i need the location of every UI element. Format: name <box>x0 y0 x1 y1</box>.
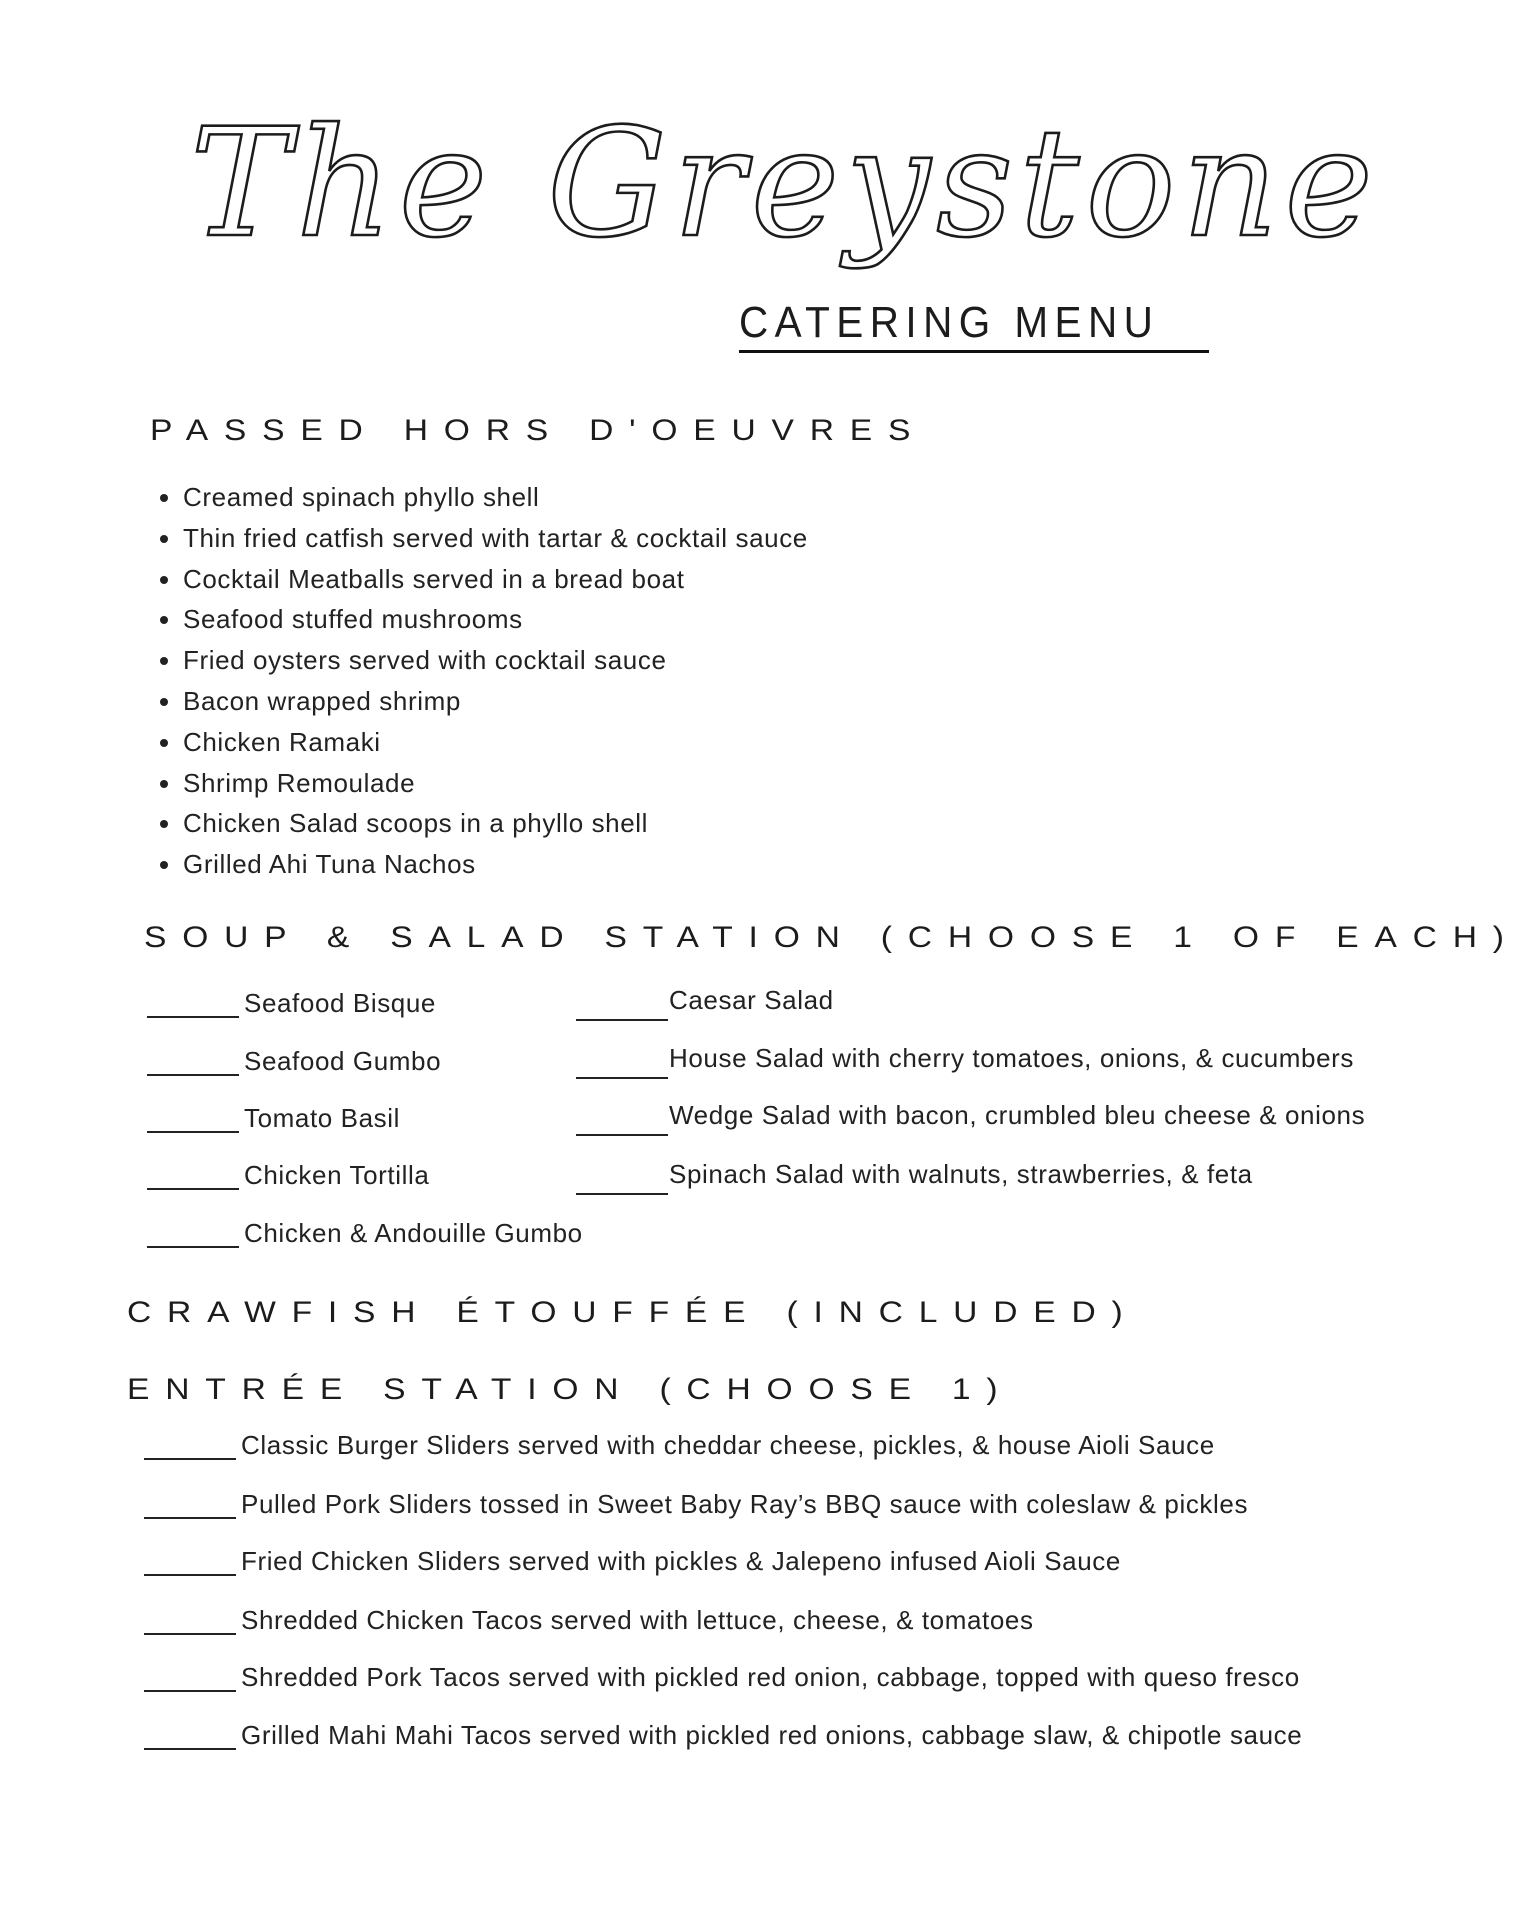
selection-blank[interactable] <box>144 1603 236 1635</box>
salad-option[interactable] <box>576 1098 1365 1136</box>
selection-blank[interactable] <box>144 1660 236 1692</box>
selection-blank[interactable] <box>144 1544 236 1576</box>
entree-option[interactable] <box>144 1603 1034 1635</box>
soup-label: Chicken & Andouille Gumbo <box>244 1218 583 1248</box>
list-item: • Bacon wrapped shrimp <box>183 685 808 726</box>
selection-blank[interactable] <box>144 1428 236 1460</box>
list-item: • Shrimp Remoulade <box>183 767 808 808</box>
soup-label: Tomato Basil <box>244 1103 401 1133</box>
selection-blank[interactable] <box>576 1157 668 1195</box>
passed-hors-doeuvres-heading: PASSED HORS D'OEUVRES <box>150 414 927 447</box>
soup-option[interactable] <box>147 1101 400 1133</box>
soup-salad-heading: SOUP & SALAD STATION (CHOOSE 1 OF EACH) <box>144 921 1520 954</box>
entree-option[interactable] <box>144 1428 1215 1460</box>
list-item: • Creamed spinach phyllo shell <box>183 481 808 522</box>
salad-label: Wedge Salad with bacon, crumbled bleu cheese & onions <box>669 1100 1366 1130</box>
selection-blank[interactable] <box>147 1044 239 1076</box>
list-item: • Fried oysters served with cocktail sauce <box>183 644 808 685</box>
entree-label: Classic Burger Sliders served with cheddar cheese, pickles, & house Aioli Sauce <box>241 1430 1215 1460</box>
list-item: • Cocktail Meatballs served in a bread boat <box>183 563 808 604</box>
logo-text: The Greystone <box>190 97 1380 271</box>
subtitle-underline <box>739 350 1209 353</box>
selection-blank[interactable] <box>576 1041 668 1079</box>
soup-option[interactable] <box>147 1044 441 1076</box>
list-item: • Chicken Salad scoops in a phyllo shell <box>183 807 808 848</box>
entree-option[interactable] <box>144 1487 1248 1519</box>
list-item: • Thin fried catfish served with tartar & cocktail sauce <box>183 522 808 563</box>
selection-blank[interactable] <box>147 1216 239 1248</box>
selection-blank[interactable] <box>144 1718 236 1750</box>
entree-option[interactable] <box>144 1660 1300 1692</box>
entree-option[interactable] <box>144 1544 1121 1576</box>
salad-label: Spinach Salad with walnuts, strawberries, & feta <box>669 1159 1253 1189</box>
entree-label: Grilled Mahi Mahi Tacos served with pickled red onions, cabbage slaw, & chipotle sauce <box>241 1720 1303 1750</box>
selection-blank[interactable] <box>144 1487 236 1519</box>
salad-label: House Salad with cherry tomatoes, onions, & cucumbers <box>669 1043 1354 1073</box>
salad-option[interactable] <box>576 1157 1253 1195</box>
entree-label: Shredded Pork Tacos served with pickled red onion, cabbage, topped with queso fresco <box>241 1662 1300 1692</box>
entree-label: Fried Chicken Sliders served with pickles & Jalepeno infused Aioli Sauce <box>241 1546 1121 1576</box>
list-item: • Grilled Ahi Tuna Nachos <box>183 848 808 889</box>
salad-option[interactable] <box>576 983 834 1021</box>
entree-station-heading: ENTRÉE STATION (CHOOSE 1) <box>127 1373 1014 1406</box>
selection-blank[interactable] <box>576 983 668 1021</box>
passed-items-list <box>150 481 808 889</box>
list-item: • Chicken Ramaki <box>183 726 808 767</box>
entree-label: Shredded Chicken Tacos served with lettuce, cheese, & tomatoes <box>241 1605 1034 1635</box>
salad-option[interactable] <box>576 1041 1354 1079</box>
selection-blank[interactable] <box>147 986 239 1018</box>
selection-blank[interactable] <box>147 1101 239 1133</box>
soup-label: Chicken Tortilla <box>244 1160 430 1190</box>
soup-label: Seafood Bisque <box>244 988 436 1018</box>
entree-label: Pulled Pork Sliders tossed in Sweet Baby Ray’s BBQ sauce with coleslaw & pickles <box>241 1489 1249 1519</box>
soup-option[interactable] <box>147 986 436 1018</box>
selection-blank[interactable] <box>147 1158 239 1190</box>
soup-option[interactable] <box>147 1158 429 1190</box>
selection-blank[interactable] <box>576 1098 668 1136</box>
list-item: • Seafood stuffed mushrooms <box>183 603 808 644</box>
soup-option[interactable] <box>147 1216 583 1248</box>
soup-label: Seafood Gumbo <box>244 1046 442 1076</box>
crawfish-etouffee-heading: CRAWFISH ÉTOUFFÉE (INCLUDED) <box>127 1296 1139 1329</box>
greystone-script-logo <box>190 60 1380 300</box>
entree-option[interactable] <box>144 1718 1302 1750</box>
catering-menu-subtitle: CATERING MENU <box>739 298 1160 347</box>
salad-label: Caesar Salad <box>669 985 834 1015</box>
